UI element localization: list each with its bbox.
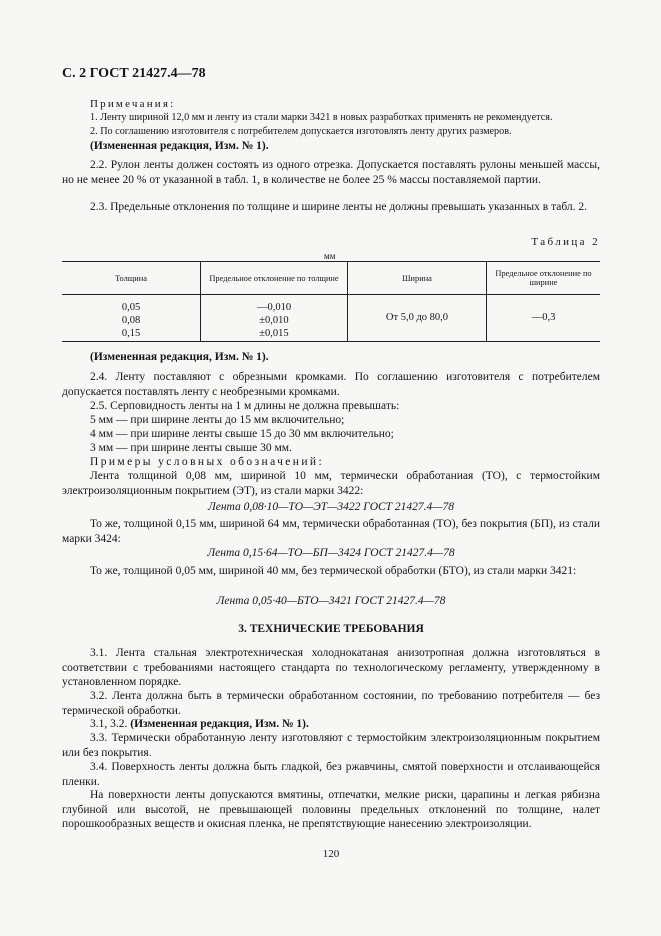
clause-3-2: 3.2. Лента должна быть в термически обработанном состоянии, по требованию потребителя — без термической обработки.	[62, 690, 600, 717]
notes-title: Примечания:	[90, 98, 176, 110]
page-header: С. 2 ГОСТ 21427.4—78	[62, 66, 206, 81]
col-thickness: Толщина	[62, 262, 201, 295]
clause-3-3: 3.3. Термически обработанную ленту изготовляют с термостойким электроизоляционным покрытием или без покрытия.	[62, 732, 600, 759]
table-row	[62, 295, 600, 342]
clause-3-4-continued: На поверхности ленты допускаются вмятины, отпечатки, мелкие риски, царапины и легкая рябизна глубиной или высотой, не превышающей половины предельных отклонений по толщине, налет порошкообразных веществ и окисная пленка, не препятствующие нанесению электроизоляции.	[62, 789, 600, 831]
cell-width: От 5,0 до 80,0	[348, 295, 487, 342]
col-width-dev: Предельное отклонение по ширине	[487, 262, 601, 295]
example-3-text: То же, толщиной 0,05 мм, шириной 40 мм, без термической обработки (БТО), из стали марки 3421:	[90, 565, 577, 577]
example-2-text: То же, толщиной 0,15 мм, шириной 64 мм, термически обработанная (ТО), без покрытия (БП), из стали марки 3424:	[62, 518, 600, 545]
col-width: Ширина	[348, 262, 487, 295]
clause-2-3: 2.3. Предельные отклонения по толщине и ширине ленты не должны превышать указанных в табл. 2.	[90, 201, 588, 213]
table-caption: Таблица 2	[531, 236, 600, 248]
clause-2-5: 2.5. Серповидность ленты на 1 м длины не должна превышать:	[90, 400, 400, 412]
example-1-code: Лента 0,08·10—ТО—ЭТ—3422 ГОСТ 21427.4—78	[207, 501, 455, 513]
section-title: 3. ТЕХНИЧЕСКИЕ ТРЕБОВАНИЯ	[238, 623, 424, 635]
cell-thickness-dev: —0,010 ±0,010 ±0,015	[201, 295, 348, 342]
table-2	[62, 261, 600, 342]
camber-item: 3 мм — при ширине ленты свыше 30 мм.	[90, 442, 292, 454]
example-2-code: Лента 0,15·64—ТО—БП—3424 ГОСТ 21427.4—78	[207, 547, 455, 559]
note-2: 2. По соглашению изготовителя с потребителем допускается изготовлять ленту других размеров.	[90, 126, 512, 137]
examples-title: Примеры условных обозначений:	[90, 456, 325, 468]
amendment-note: (Измененная редакция, Изм. № 1).	[90, 140, 269, 152]
cell-thickness: 0,05 0,08 0,15	[62, 295, 201, 342]
camber-item: 4 мм — при ширине ленты свыше 15 до 30 мм включительно;	[90, 428, 394, 440]
table-unit: мм	[324, 251, 336, 261]
example-1-text: Лента толщиной 0,08 мм, шириной 10 мм, термически обработаниая (ТО), с термостойким электроизоляционным покрытием (ЭТ), из стали марки 3422:	[62, 470, 600, 497]
amendment-3-1-3-2: 3.1, 3.2. (Измененная редакция, Изм. № 1).	[90, 718, 309, 730]
col-thickness-dev: Предельное отклонение по толщине	[201, 262, 348, 295]
note-1: 1. Ленту шириной 12,0 мм и ленту из стали марки 3421 в новых разработках применять не рекомендуется.	[90, 112, 553, 123]
clause-2-2: 2.2. Рулон ленты должен состоять из одного отрезка. Допускается поставлять рулоны меньшей массы, но не менее 20 % от указанной в табл. 1, в количестве не более 25 % массы поставляемой партии.	[62, 159, 600, 186]
example-3-code: Лента 0,05·40—БТО—3421 ГОСТ 21427.4—78	[216, 595, 446, 607]
amendment-note: (Измененная редакция, Изм. № 1).	[90, 351, 269, 363]
clause-3-1: 3.1. Лента стальная электротехническая холоднокатаная анизотропная должна изготовляться в соответствии с требованиями настоящего стандарта по технологическому регламенту, утвержденному в установленном порядке.	[62, 647, 600, 689]
camber-item: 5 мм — при ширине ленты до 15 мм включительно;	[90, 414, 345, 426]
clause-3-4: 3.4. Поверхность ленты должна быть гладкой, без ржавчины, смятой поверхности и отслаивающейся пленки.	[62, 761, 600, 788]
clause-2-4: 2.4. Ленту поставляют с обрезными кромками. По соглашению изготовителя с потребителем допускается поставлять ленту с необрезными кромками.	[62, 371, 600, 398]
page-number: 120	[322, 848, 340, 860]
cell-width-dev: —0,3	[487, 295, 601, 342]
